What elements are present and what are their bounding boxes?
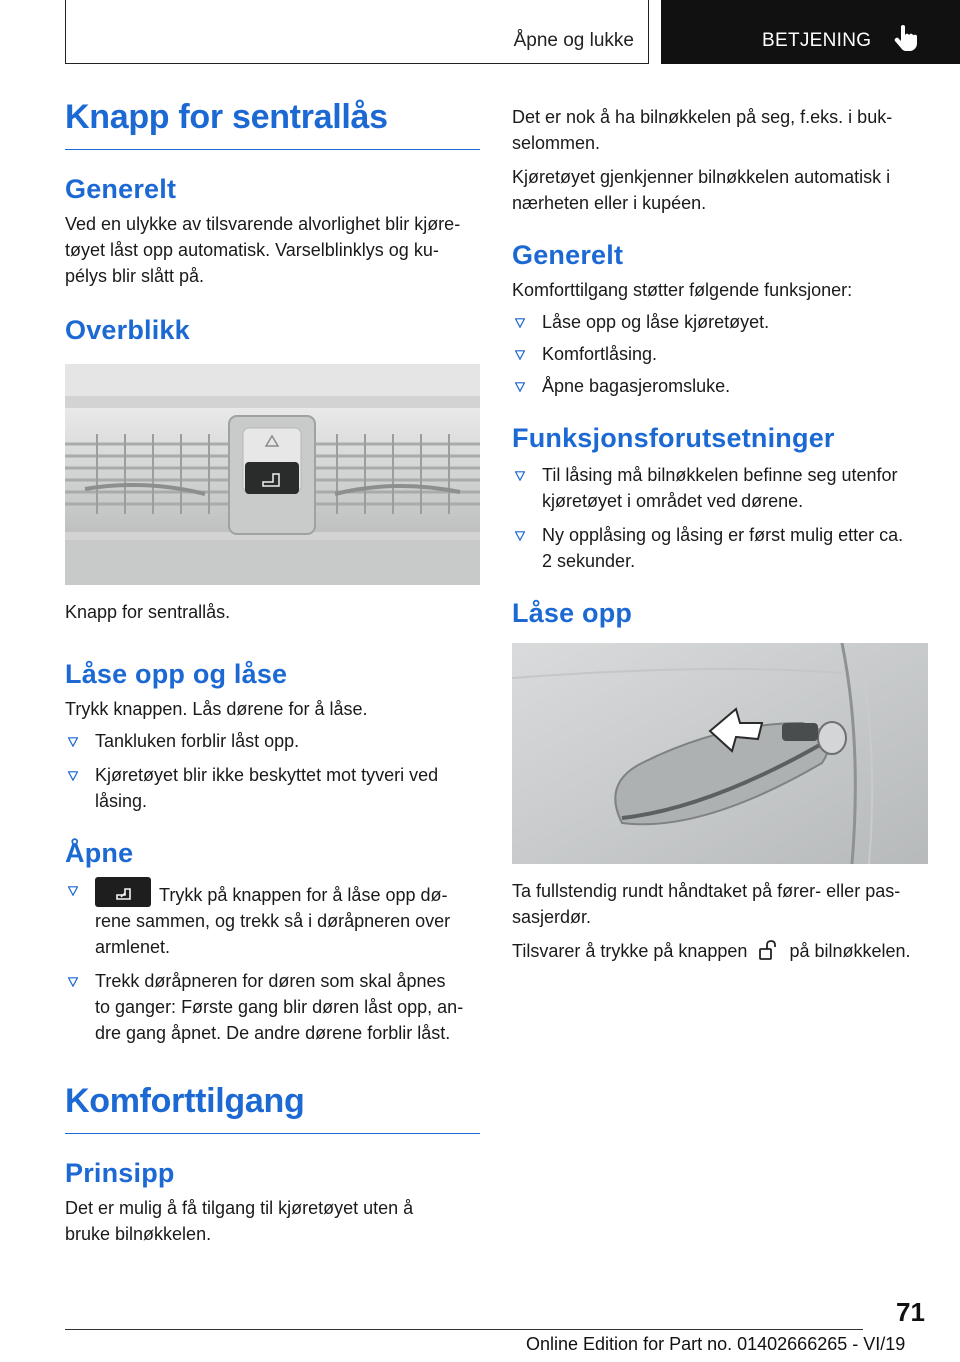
list-item (65, 728, 480, 754)
list-item (512, 341, 928, 367)
header-section-label: BETJENING (762, 30, 872, 51)
pointing-hand-icon (893, 24, 919, 52)
text-line: to ganger: Første gang blir døren låst opp, an- (95, 997, 464, 1017)
figure2-caption (512, 878, 928, 930)
lase-paragraph: Trykk knappen. Lås dørene for å låse. (65, 699, 368, 719)
funksjonsforutsetninger-heading: Funksjonsforutsetninger (512, 423, 835, 453)
page-number: 71 (896, 1297, 925, 1327)
list-item (512, 373, 928, 399)
generelt-heading: Generelt (65, 174, 177, 204)
door-handle-photo (512, 643, 928, 864)
header-section-tab (661, 0, 960, 64)
list-item (65, 968, 480, 1046)
text-line: Tilsvarer å trykke på knappen (512, 941, 748, 961)
bullet-triangle-icon (515, 382, 525, 392)
text-line: Kjøretøyet gjenkjenner bilnøkkelen automatisk i (512, 167, 891, 187)
text-line: Åpne bagasjeromsluke. (542, 376, 731, 396)
figure1-caption: Knapp for sentrallås. (65, 602, 231, 622)
text-line: på bilnøkkelen. (789, 941, 911, 961)
requirements-list (512, 462, 928, 574)
bullet-triangle-icon (515, 471, 525, 481)
text-line: Kjøretøyet blir ikke beskyttet mot tyveri ved (95, 765, 439, 785)
central-lock-title: Knapp for sentrallås (65, 98, 480, 150)
text-line: 2 sekunder. (542, 551, 636, 571)
list-item (512, 522, 928, 574)
list-item (512, 309, 928, 335)
footer-divider (65, 1329, 863, 1330)
text-line: pélys blir slått på. (65, 266, 205, 286)
text-line: Ny opplåsing og låsing er først mulig etter ca. (542, 525, 904, 545)
prinsipp-paragraph (65, 1195, 480, 1247)
text-line: selommen. (512, 133, 601, 153)
tilsvarer-paragraph (512, 938, 928, 964)
bullet-triangle-icon (515, 350, 525, 360)
right-generelt-paragraph: Komforttilgang støtter følgende funksjoner: (512, 280, 853, 300)
bullet-triangle-icon (68, 977, 78, 987)
text-line: Tankluken forblir låst opp. (95, 731, 300, 751)
apne-list (65, 877, 480, 1046)
text-line: Komfortlåsing. (542, 344, 658, 364)
text-line: Det er mulig å få tilgang til kjøretøyet uten å (65, 1198, 414, 1218)
central-lock-button-photo (65, 364, 480, 585)
lase-opp-heading: Låse opp (512, 598, 633, 628)
header-title: Åpne og lukke (513, 30, 634, 51)
text-line: bruke bilnøkkelen. (65, 1224, 212, 1244)
text-line: Låse opp og låse kjøretøyet. (542, 312, 770, 332)
text-line: Det er nok å ha bilnøkkelen på seg, f.eks. i buk- (512, 107, 893, 127)
central-lock-button-icon (95, 877, 151, 907)
text-line: Ta fullstendig rundt håndtaket på fører- eller pas- (512, 881, 901, 901)
left-column (65, 98, 480, 1247)
lase-list (65, 728, 480, 814)
list-item (65, 877, 480, 960)
list-item (65, 762, 480, 814)
prinsipp-heading: Prinsipp (65, 1158, 175, 1188)
list-item (512, 462, 928, 514)
text-line: kjøretøyet i området ved dørene. (542, 491, 804, 511)
overblikk-heading: Overblikk (65, 315, 190, 345)
unlock-icon (757, 939, 779, 961)
bullet-triangle-icon (68, 737, 78, 747)
text-line: Til låsing må bilnøkkelen befinne seg utenfor (542, 465, 898, 485)
right-generelt-heading: Generelt (512, 240, 624, 270)
bullet-triangle-icon (68, 886, 78, 896)
text-line: armlenet. (95, 937, 171, 957)
footer-edition: Online Edition for Part no. 01402666265 - VI/19 (526, 1334, 906, 1354)
text-line: låsing. (95, 791, 148, 811)
header-title-box (65, 0, 649, 64)
text-line: Trekk døråpneren for døren som skal åpnes (95, 971, 446, 991)
right-column (512, 98, 928, 964)
text-line: dre gang åpnet. De andre dørene forblir låst. (95, 1023, 451, 1043)
text-line: nærheten eller i kupéen. (512, 193, 707, 213)
komforttilgang-title: Komforttilgang (65, 1082, 480, 1134)
text-line: Trykk på knappen for å låse opp dø- (159, 885, 448, 905)
intro-paragraph (512, 104, 928, 156)
text-line: Ved en ulykke av tilsvarende alvorlighet blir kjøre- (65, 214, 461, 234)
intro2-paragraph (512, 164, 928, 216)
bullet-triangle-icon (515, 318, 525, 328)
bullet-triangle-icon (515, 531, 525, 541)
lase-opp-og-lase-heading: Låse opp og låse (65, 659, 288, 689)
text-line: tøyet låst opp automatisk. Varselblinklys og ku- (65, 240, 439, 260)
apne-heading: Åpne (65, 838, 134, 868)
generelt-paragraph (65, 211, 480, 289)
bullet-triangle-icon (68, 771, 78, 781)
text-line: rene sammen, og trekk så i døråpneren over (95, 911, 451, 931)
text-line: sasjerdør. (512, 907, 592, 927)
functions-list (512, 309, 928, 399)
